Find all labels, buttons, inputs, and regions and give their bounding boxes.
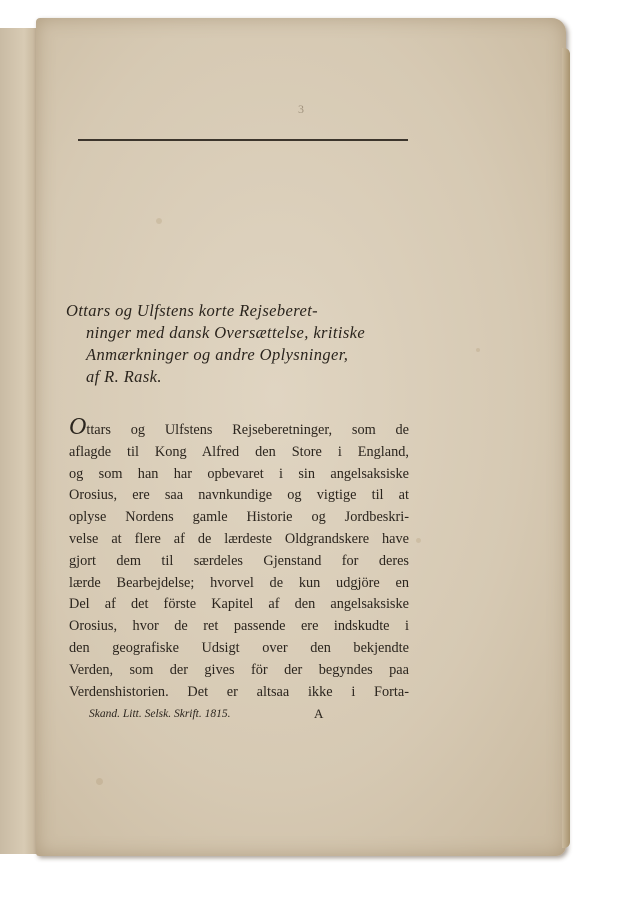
article-title [66,300,466,388]
foxing-spot [156,218,162,224]
footer-signature: Skand. Litt. Selsk. Skrift. 1815. [89,708,231,720]
body-paragraph [69,414,409,703]
body-line: aflagde til Kong Alfred den Store i England, [69,443,409,460]
body-line: Verden, som der gives för der begyndes paa [69,661,409,678]
signature-mark: A [314,706,324,721]
title-line: Anmærkninger og andre Oplysninger, [86,345,349,364]
body-line: Del af det förste Kapitel af den angelsaksiske [69,596,409,613]
body-line: velse at flere af de lærdeste Oldgrandskere have [69,530,409,547]
drop-cap: O [69,414,87,440]
page-edge [562,48,570,848]
body-line: Ottars og Ulfstens Rejseberetninger, som de [69,414,409,440]
title-line: Ottars og Ulfstens korte Rejseberet- [66,301,319,320]
body-line: Orosius, ere saa navnkundige og vigtige til at [69,487,409,504]
title-line: af R. Rask. [86,367,162,386]
title-line: ninger med dansk Oversættelse, kritiske [86,323,366,342]
foxing-spot [96,778,103,785]
page-footer [89,708,389,720]
body-line: gjort dem til særdeles Gjenstand for deres [69,552,409,569]
header-rule [78,139,408,141]
foxing-spot [476,348,480,352]
body-line: Verdenshistorien. Det er altsaa ikke i Forta- [69,683,409,700]
body-line: og som han har opbevaret i sin angelsaksiske [69,465,409,482]
body-line: den geografiske Udsigt over den bekjendte [69,639,409,656]
page-number: 3 [298,102,304,116]
body-line: lærde Bearbejdelse; hvorvel de kun udgjöre en [69,574,409,591]
foxing-spot [416,538,421,543]
body-line: oplyse Nordens gamle Historie og Jordbeskri- [69,509,409,526]
body-line: Orosius, hvor de ret passende ere indskudte i [69,618,409,635]
book-page [36,18,566,856]
